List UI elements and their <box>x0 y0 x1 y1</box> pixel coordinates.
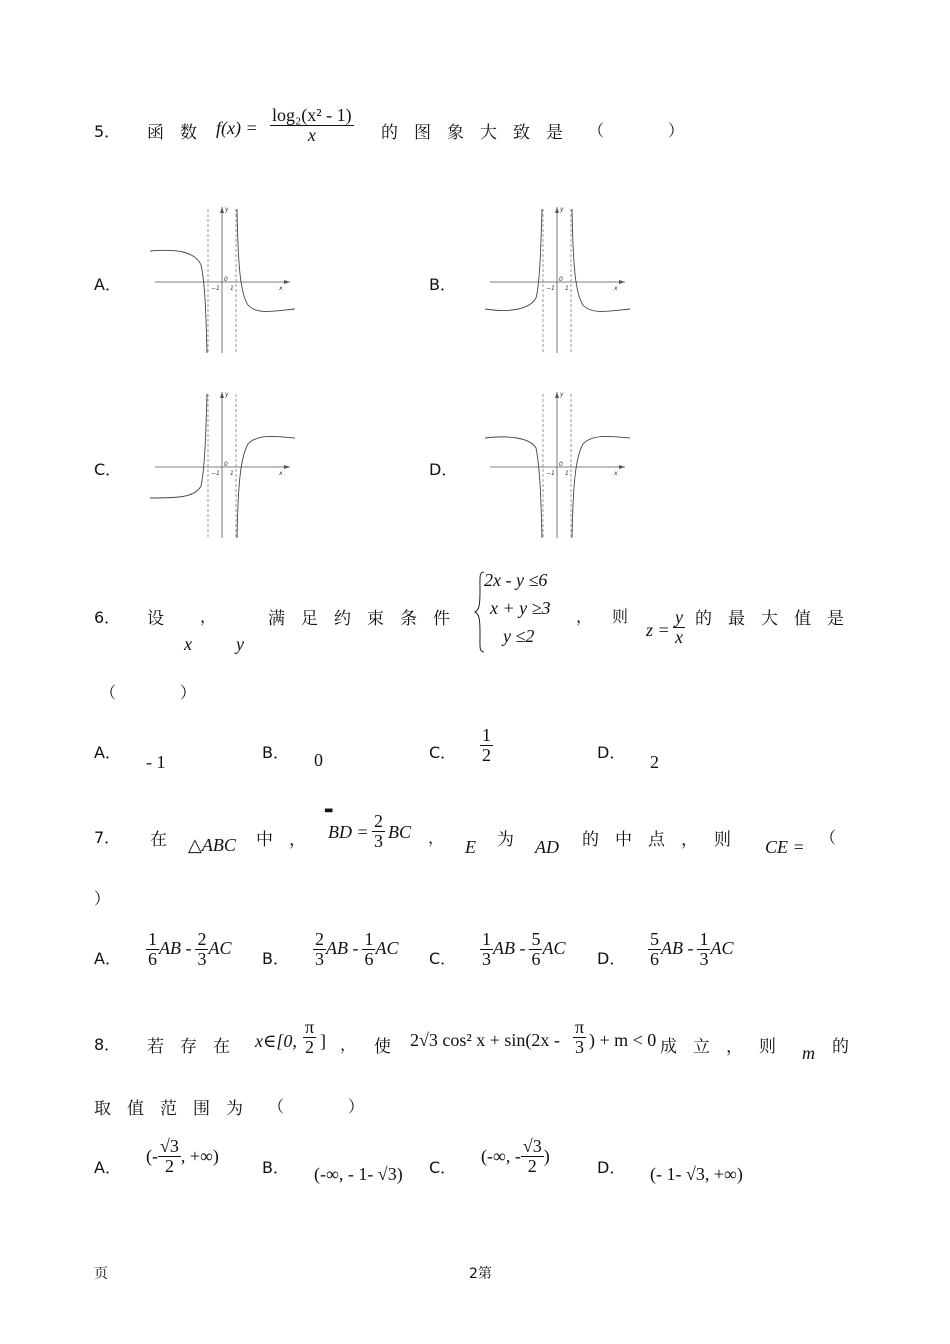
q6-comma: ， <box>200 607 217 626</box>
q8-expr-b: ) + m < 0 <box>589 1030 657 1050</box>
x-axis-arrow-icon <box>619 280 625 284</box>
q6-option-d: 2 <box>650 752 659 772</box>
q8-close: ] <box>320 1031 326 1051</box>
q5-fraction <box>270 106 354 145</box>
curve-right <box>237 209 295 312</box>
q6-option-a: - 1 <box>146 752 166 772</box>
q7-paren-open: （ <box>820 828 837 847</box>
q7-a-frac1 <box>146 930 159 969</box>
q6-label-c: C． <box>429 743 457 762</box>
q7-comma: ， <box>428 828 445 847</box>
q8-c-post: ) <box>543 1145 550 1166</box>
q6-stem-a: 设 <box>147 609 180 629</box>
q8-pi-half <box>303 1018 316 1057</box>
tick-neg-label: −1 <box>211 470 220 477</box>
q7-a-d2: 3 <box>197 948 207 969</box>
y-axis-arrow-icon <box>555 392 559 398</box>
q7-d-n2: 1 <box>699 929 709 949</box>
q8-expr-a: 2√3 cos² x + sin(2x - <box>410 1030 560 1050</box>
tick-pos-label: 1 <box>565 285 569 292</box>
q5-frac-den: x <box>307 124 316 145</box>
q7-b-n2: 1 <box>364 929 374 949</box>
tick-zero-label: 0 <box>224 461 228 468</box>
q8-label-d: D． <box>597 1158 626 1177</box>
q6-paren: （ ） <box>100 683 197 702</box>
q6-z-num: y <box>675 607 683 627</box>
q7-c-n1: 1 <box>482 929 491 949</box>
y-axis-label: y <box>560 206 564 213</box>
q8-shi: 使 <box>374 1037 407 1057</box>
q6-constraint-2: x + y ≥3 <box>490 598 551 618</box>
q7-label-a: A． <box>94 949 121 968</box>
q7-label-d: D． <box>597 949 626 968</box>
q6-option-b: 0 <box>314 750 323 770</box>
q6-constraint-1: 2x - y ≤6 <box>484 570 548 590</box>
q6-label-b: B． <box>262 743 289 762</box>
x-axis-arrow-icon <box>619 465 625 469</box>
curve-right <box>572 209 630 312</box>
q6-then: ， 则 <box>576 607 635 626</box>
q7-a-n1: 1 <box>148 929 157 949</box>
q8-de: 的 <box>832 1037 865 1057</box>
q7-c-ab: AB - <box>493 937 526 958</box>
q8-c-num: √3 <box>522 1136 542 1156</box>
tick-pos-label: 1 <box>565 470 569 477</box>
q7-d-frac1 <box>648 930 661 969</box>
q6-z-den: x <box>675 626 683 647</box>
y-axis-label: y <box>560 391 564 398</box>
q8-expr-pi: π <box>575 1017 585 1037</box>
q8-line2: 取值范围为 <box>94 1099 259 1119</box>
q7-c-ac: AC <box>542 937 566 958</box>
q8-stem-a: 若存在 <box>147 1037 246 1057</box>
q7-d-ab: AB - <box>661 937 694 958</box>
q7-a-ac: AC <box>208 937 232 958</box>
q7-ce: CE = <box>765 837 805 857</box>
q5-graph-b <box>480 203 635 356</box>
q8-a-den: 2 <box>164 1155 174 1176</box>
q7-d-ac: AC <box>710 937 734 958</box>
q7-d-n1: 5 <box>650 929 659 949</box>
x-axis-arrow-icon <box>284 280 290 284</box>
q7-bd-num: 2 <box>374 811 383 831</box>
q7-a-n2: 2 <box>197 929 207 949</box>
q8-a-pre: (- <box>146 1145 158 1166</box>
q6-number: 6． <box>94 608 121 627</box>
q7-e: E <box>465 837 476 857</box>
q6-var-y: y <box>236 634 244 654</box>
q8-c-frac <box>521 1137 544 1176</box>
q8-option-a <box>146 1137 219 1176</box>
q7-b-ac: AC <box>375 937 399 958</box>
q7-b-n1: 2 <box>315 929 324 949</box>
q8-c-den: 2 <box>527 1155 537 1176</box>
x-axis-arrow-icon <box>284 465 290 469</box>
q5-label-a: A． <box>94 275 121 294</box>
q7-a-ab: AB - <box>159 937 192 958</box>
q5-frac-num: log₂(x² - 1) <box>272 105 352 125</box>
q7-bd: BD = <box>328 822 369 842</box>
q7-c-d1: 3 <box>482 948 491 969</box>
q8-number: 8． <box>94 1035 121 1054</box>
q7-option-c <box>480 930 566 969</box>
q7-bd-den: 3 <box>374 830 383 851</box>
q7-b-frac1 <box>313 930 326 969</box>
q7-label-c: C． <box>429 949 457 968</box>
q7-stem-a: 在 <box>150 830 183 850</box>
tick-zero-label: 0 <box>224 276 228 283</box>
curve-left <box>150 394 207 498</box>
q8-x-in: x∈[0, <box>255 1031 297 1051</box>
q7-b-d2: 6 <box>364 948 374 969</box>
q6-tail: 的最大值是 <box>695 609 860 629</box>
q6-var-x: x <box>184 634 192 654</box>
q5-label-d: D． <box>429 460 458 479</box>
q8-a-frac <box>158 1137 181 1176</box>
q7-c-d2: 6 <box>531 948 541 969</box>
q5-graph-a <box>145 203 300 356</box>
q7-c-n2: 5 <box>531 929 541 949</box>
q7-option-a <box>146 930 232 969</box>
q8-label-b: B． <box>262 1158 289 1177</box>
curve-right <box>237 436 295 538</box>
q8-pi-third <box>573 1018 586 1057</box>
q7-mid: 的中点，则 <box>582 830 747 850</box>
q6-label-a: A． <box>94 743 121 762</box>
curve-right <box>572 436 630 538</box>
q8-expr-three: 3 <box>575 1036 585 1057</box>
tick-neg-label: −1 <box>546 285 555 292</box>
q5-label-b: B． <box>429 275 456 294</box>
q6-z-lhs: z = <box>646 620 670 640</box>
q7-b-ab: AB - <box>326 937 359 958</box>
q8-option-b: (-∞, - 1- √3) <box>314 1164 403 1184</box>
q8-label-a: A． <box>94 1158 121 1177</box>
q7-ad: AD <box>535 837 559 857</box>
footer-page: 2第 <box>469 1266 492 1282</box>
x-axis-label: x <box>279 285 283 292</box>
q7-option-b <box>313 930 399 969</box>
q8-paren: （ ） <box>268 1097 365 1116</box>
q7-c-frac1 <box>480 930 493 969</box>
x-axis-label: x <box>614 470 618 477</box>
q6-option-c <box>480 726 493 765</box>
q6-label-d: D． <box>597 743 626 762</box>
tick-neg-label: −1 <box>546 470 555 477</box>
q8-a-post: , +∞) <box>180 1145 219 1166</box>
q6-stem-b: 满足约束条件 <box>268 609 466 629</box>
curve-left <box>485 209 542 311</box>
q7-a-d1: 6 <box>148 948 157 969</box>
q6-c-num: 1 <box>482 725 491 745</box>
q7-stem-b: 中， <box>256 830 322 850</box>
x-axis-label: x <box>614 285 618 292</box>
q6-z-fraction <box>673 608 685 647</box>
tick-pos-label: 1 <box>230 470 234 477</box>
curve-left <box>150 250 207 353</box>
q7-d-d2: 3 <box>699 948 709 969</box>
tick-neg-label: −1 <box>211 285 220 292</box>
q7-label-b: B． <box>262 949 289 968</box>
q7-bd-fraction <box>372 812 385 851</box>
tick-zero-label: 0 <box>559 276 563 283</box>
q5-func-lhs: f(x) = <box>216 118 258 138</box>
q8-a-num: √3 <box>160 1136 179 1156</box>
y-axis-arrow-icon <box>220 392 224 398</box>
q7-b-frac2 <box>362 930 375 969</box>
q7-vector-mark-icon: ▬ <box>324 805 334 816</box>
q6-c-den: 2 <box>482 744 491 765</box>
q7-option-d <box>648 930 734 969</box>
q5-paren: （ ） <box>588 121 685 140</box>
q5-tail: 的图象大致是 <box>381 123 579 143</box>
q7-number: 7． <box>94 828 121 847</box>
q7-wei: 为 <box>497 830 530 850</box>
footer-left: 页 <box>94 1266 108 1282</box>
x-axis-label: x <box>279 470 283 477</box>
q7-a-frac2 <box>195 930 208 969</box>
q8-comma: ， <box>340 1035 357 1054</box>
q8-c-pre: (-∞, - <box>481 1145 521 1166</box>
q7-b-d1: 3 <box>315 948 324 969</box>
q7-bc: BC <box>388 822 412 842</box>
curve-left <box>485 437 542 538</box>
q7-paren-close: ） <box>94 889 111 908</box>
q8-two: 2 <box>305 1036 315 1057</box>
y-axis-label: y <box>225 206 229 213</box>
q8-pi: π <box>305 1017 315 1037</box>
q8-m: m <box>802 1043 815 1063</box>
q5-label-c: C． <box>94 460 122 479</box>
q7-triangle: △ABC <box>188 835 236 855</box>
q5-number: 5． <box>94 122 121 141</box>
q8-label-c: C． <box>429 1158 457 1177</box>
q8-option-c <box>481 1137 550 1176</box>
tick-zero-label: 0 <box>559 461 563 468</box>
y-axis-arrow-icon <box>220 207 224 213</box>
q5-graph-c <box>145 388 300 541</box>
q5-stem: 函数 <box>147 123 213 143</box>
q6-constraint-3: y ≤2 <box>503 626 535 646</box>
q8-option-d: (- 1- √3, +∞) <box>650 1164 743 1184</box>
q7-d-frac2 <box>697 930 710 969</box>
q8-cheng: 成立，则 <box>660 1037 792 1057</box>
q5-graph-d <box>480 388 635 541</box>
y-axis-label: y <box>225 391 229 398</box>
q7-c-frac2 <box>529 930 542 969</box>
q7-d-d1: 6 <box>650 948 659 969</box>
tick-pos-label: 1 <box>230 285 234 292</box>
y-axis-arrow-icon <box>555 207 559 213</box>
